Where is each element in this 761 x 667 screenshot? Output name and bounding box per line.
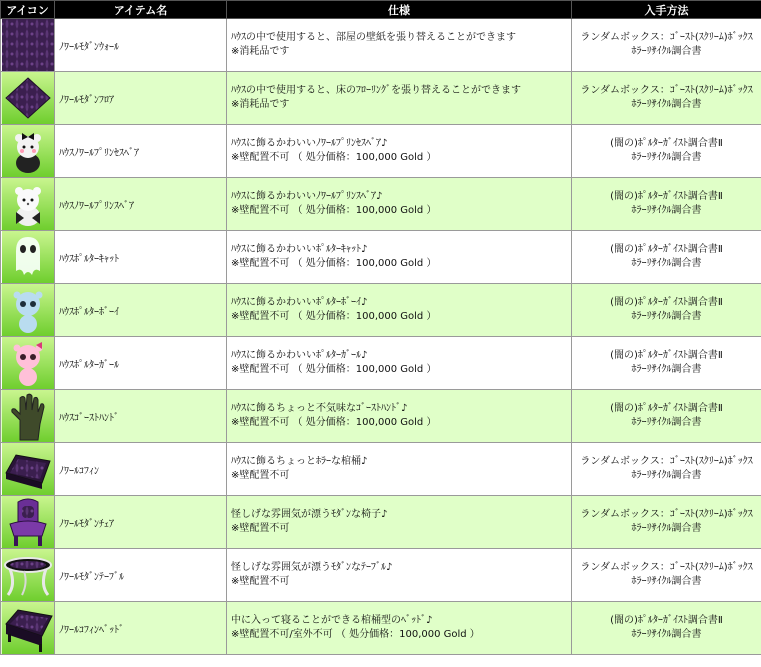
item-name: ﾉﾜｰﾙﾓﾀﾞﾝﾁｪｱ (55, 496, 227, 549)
item-spec (227, 19, 572, 72)
item-acquisition (572, 337, 761, 390)
spec-line: ※壁配置不可/室外不可 （ 処分価格：100,000 Gold ） (231, 629, 480, 640)
method-line: ランダムボックス：ｺﾞｰｽﾄ(ｽｸﾘｰﾑ)ﾎﾞｯｸｽ (580, 32, 753, 43)
method-line: ﾎﾗｰﾘｻｲｸﾙ調合書 (631, 99, 702, 110)
spec-line: ※壁配置不可 （ 処分価格：100,000 Gold ） (231, 311, 437, 322)
method-line: (闇の)ﾎﾟﾙﾀｰｶﾞｲｽﾄ調合書Ⅱ (610, 244, 723, 255)
item-name: ﾉﾜｰﾙｺﾌｨﾝ (55, 443, 227, 496)
table-header-row (1, 1, 761, 19)
item-spec (227, 337, 572, 390)
spec-line: ※消耗品です (231, 46, 290, 57)
item-acquisition (572, 72, 761, 125)
table-row (1, 549, 761, 602)
spec-line: ﾊｳｽに飾るかわいいﾎﾟﾙﾀｰﾎﾞｰｲ♪ (231, 297, 368, 308)
table-row (1, 125, 761, 178)
item-spec (227, 390, 572, 443)
header-item-name: アイテム名 (55, 1, 227, 19)
spec-line: ﾊｳｽに飾るかわいいﾎﾟﾙﾀｰｶﾞｰﾙ♪ (231, 350, 368, 361)
item-spec (227, 284, 572, 337)
spec-line: ※壁配置不可 (231, 523, 290, 534)
item-name: ﾉﾜｰﾙﾓﾀﾞﾝｳｫｰﾙ (55, 19, 227, 72)
poltergeist-boy-icon (2, 284, 54, 336)
method-line: ﾎﾗｰﾘｻｲｸﾙ調合書 (631, 629, 702, 640)
table-row (1, 337, 761, 390)
table-row (1, 496, 761, 549)
spec-line: ﾊｳｽに飾るかわいいﾉﾜｰﾙﾌﾟﾘﾝｽﾍﾞｱ♪ (231, 191, 383, 202)
header-acquisition: 入手方法 (572, 1, 761, 19)
method-line: ランダムボックス：ｺﾞｰｽﾄ(ｽｸﾘｰﾑ)ﾎﾞｯｸｽ (580, 85, 753, 96)
poltergeist-girl-icon (2, 337, 54, 389)
spec-line: ※消耗品です (231, 99, 290, 110)
coffin-bed-icon (2, 602, 54, 654)
purple-floor-tile-icon (2, 72, 54, 124)
method-line: (闇の)ﾎﾟﾙﾀｰｶﾞｲｽﾄ調合書Ⅱ (610, 350, 723, 361)
method-line: (闇の)ﾎﾟﾙﾀｰｶﾞｲｽﾄ調合書Ⅱ (610, 191, 723, 202)
white-prince-bear-icon (2, 178, 54, 230)
method-line: (闇の)ﾎﾟﾙﾀｰｶﾞｲｽﾄ調合書Ⅱ (610, 297, 723, 308)
method-line: ランダムボックス：ｺﾞｰｽﾄ(ｽｸﾘｰﾑ)ﾎﾞｯｸｽ (580, 509, 753, 520)
method-line: (闇の)ﾎﾟﾙﾀｰｶﾞｲｽﾄ調合書Ⅱ (610, 138, 723, 149)
item-spec (227, 125, 572, 178)
item-name: ﾊｳｽｺﾞｰｽﾄﾊﾝﾄﾞ (55, 390, 227, 443)
table-row (1, 19, 761, 72)
poltergeist-cat-icon (2, 231, 54, 283)
spec-line: ※壁配置不可 (231, 576, 290, 587)
header-spec: 仕様 (227, 1, 572, 19)
method-line: (闇の)ﾎﾟﾙﾀｰｶﾞｲｽﾄ調合書Ⅱ (610, 403, 723, 414)
spec-line: 怪しげな雰囲気が漂うﾓﾀﾞﾝな椅子♪ (231, 509, 388, 520)
item-name: ﾊｳｽﾉﾜｰﾙﾌﾟﾘﾝｾｽﾍﾞｱ (55, 125, 227, 178)
item-name: ﾊｳｽﾎﾟﾙﾀｰｶﾞｰﾙ (55, 337, 227, 390)
header-icon: アイコン (1, 1, 55, 19)
black-princess-bear-icon (2, 125, 54, 177)
method-line: ランダムボックス：ｺﾞｰｽﾄ(ｽｸﾘｰﾑ)ﾎﾞｯｸｽ (580, 562, 753, 573)
spec-line: 中に入って寝ることができる棺桶型のﾍﾞｯﾄﾞ♪ (231, 615, 433, 626)
table-row (1, 178, 761, 231)
item-spec (227, 549, 572, 602)
item-acquisition (572, 284, 761, 337)
method-line: ﾎﾗｰﾘｻｲｸﾙ調合書 (631, 417, 702, 428)
item-acquisition (572, 443, 761, 496)
spec-line: ﾊｳｽに飾るかわいいﾎﾟﾙﾀｰｷｬｯﾄ♪ (231, 244, 368, 255)
item-name: ﾊｳｽﾎﾟﾙﾀｰｷｬｯﾄ (55, 231, 227, 284)
method-line: ﾎﾗｰﾘｻｲｸﾙ調合書 (631, 258, 702, 269)
item-spec (227, 178, 572, 231)
method-line: ﾎﾗｰﾘｻｲｸﾙ調合書 (631, 205, 702, 216)
method-line: ﾎﾗｰﾘｻｲｸﾙ調合書 (631, 470, 702, 481)
table-row (1, 602, 761, 655)
item-name: ﾊｳｽﾎﾟﾙﾀｰﾎﾞｰｲ (55, 284, 227, 337)
method-line: ランダムボックス：ｺﾞｰｽﾄ(ｽｸﾘｰﾑ)ﾎﾞｯｸｽ (580, 456, 753, 467)
modern-table-icon (2, 549, 54, 601)
table-row (1, 443, 761, 496)
item-acquisition (572, 390, 761, 443)
item-acquisition (572, 125, 761, 178)
item-spec (227, 443, 572, 496)
spec-line: ※壁配置不可 （ 処分価格：100,000 Gold ） (231, 205, 437, 216)
purple-chair-icon (2, 496, 54, 548)
spec-line: ﾊｳｽに飾るかわいいﾉﾜｰﾙﾌﾟﾘﾝｾｽﾍﾞｱ♪ (231, 138, 388, 149)
ghost-hand-icon (2, 390, 54, 442)
item-acquisition (572, 496, 761, 549)
method-line: (闇の)ﾎﾟﾙﾀｰｶﾞｲｽﾄ調合書Ⅱ (610, 615, 723, 626)
item-spec (227, 72, 572, 125)
spec-line: ※壁配置不可 （ 処分価格：100,000 Gold ） (231, 417, 437, 428)
method-line: ﾎﾗｰﾘｻｲｸﾙ調合書 (631, 46, 702, 57)
spec-line: ﾊｳｽの中で使用すると、床のﾌﾛｰﾘﾝｸﾞを張り替えることができます (231, 85, 521, 96)
spec-line: ﾊｳｽに飾るちょっとﾎﾗｰな棺桶♪ (231, 456, 368, 467)
spec-line: ﾊｳｽの中で使用すると、部屋の壁紙を張り替えることができます (231, 32, 516, 43)
item-name: ﾉﾜｰﾙﾓﾀﾞﾝﾌﾛｱ (55, 72, 227, 125)
item-spec (227, 231, 572, 284)
table-row (1, 284, 761, 337)
spec-line: ﾊｳｽに飾るちょっと不気味なｺﾞｰｽﾄﾊﾝﾄﾞ♪ (231, 403, 408, 414)
method-line: ﾎﾗｰﾘｻｲｸﾙ調合書 (631, 364, 702, 375)
spec-line: ※壁配置不可 （ 処分価格：100,000 Gold ） (231, 364, 437, 375)
purple-wallpaper-icon (2, 19, 54, 71)
item-acquisition (572, 178, 761, 231)
item-acquisition (572, 549, 761, 602)
table-row (1, 390, 761, 443)
spec-line: ※壁配置不可 （ 処分価格：100,000 Gold ） (231, 258, 437, 269)
spec-line: 怪しげな雰囲気が漂うﾓﾀﾞﾝなﾃｰﾌﾞﾙ♪ (231, 562, 393, 573)
spec-line: ※壁配置不可 （ 処分価格：100,000 Gold ） (231, 152, 437, 163)
coffin-icon (2, 443, 54, 495)
spec-line: ※壁配置不可 (231, 470, 290, 481)
method-line: ﾎﾗｰﾘｻｲｸﾙ調合書 (631, 576, 702, 587)
method-line: ﾎﾗｰﾘｻｲｸﾙ調合書 (631, 523, 702, 534)
item-acquisition (572, 19, 761, 72)
table-row (1, 231, 761, 284)
item-name: ﾉﾜｰﾙｺﾌｨﾝﾍﾞｯﾄﾞ (55, 602, 227, 655)
item-acquisition (572, 602, 761, 655)
item-name: ﾉﾜｰﾙﾓﾀﾞﾝﾃｰﾌﾞﾙ (55, 549, 227, 602)
method-line: ﾎﾗｰﾘｻｲｸﾙ調合書 (631, 311, 702, 322)
item-spec (227, 496, 572, 549)
item-acquisition (572, 231, 761, 284)
method-line: ﾎﾗｰﾘｻｲｸﾙ調合書 (631, 152, 702, 163)
table-row (1, 72, 761, 125)
item-spec (227, 602, 572, 655)
item-name: ﾊｳｽﾉﾜｰﾙﾌﾟﾘﾝｽﾍﾞｱ (55, 178, 227, 231)
